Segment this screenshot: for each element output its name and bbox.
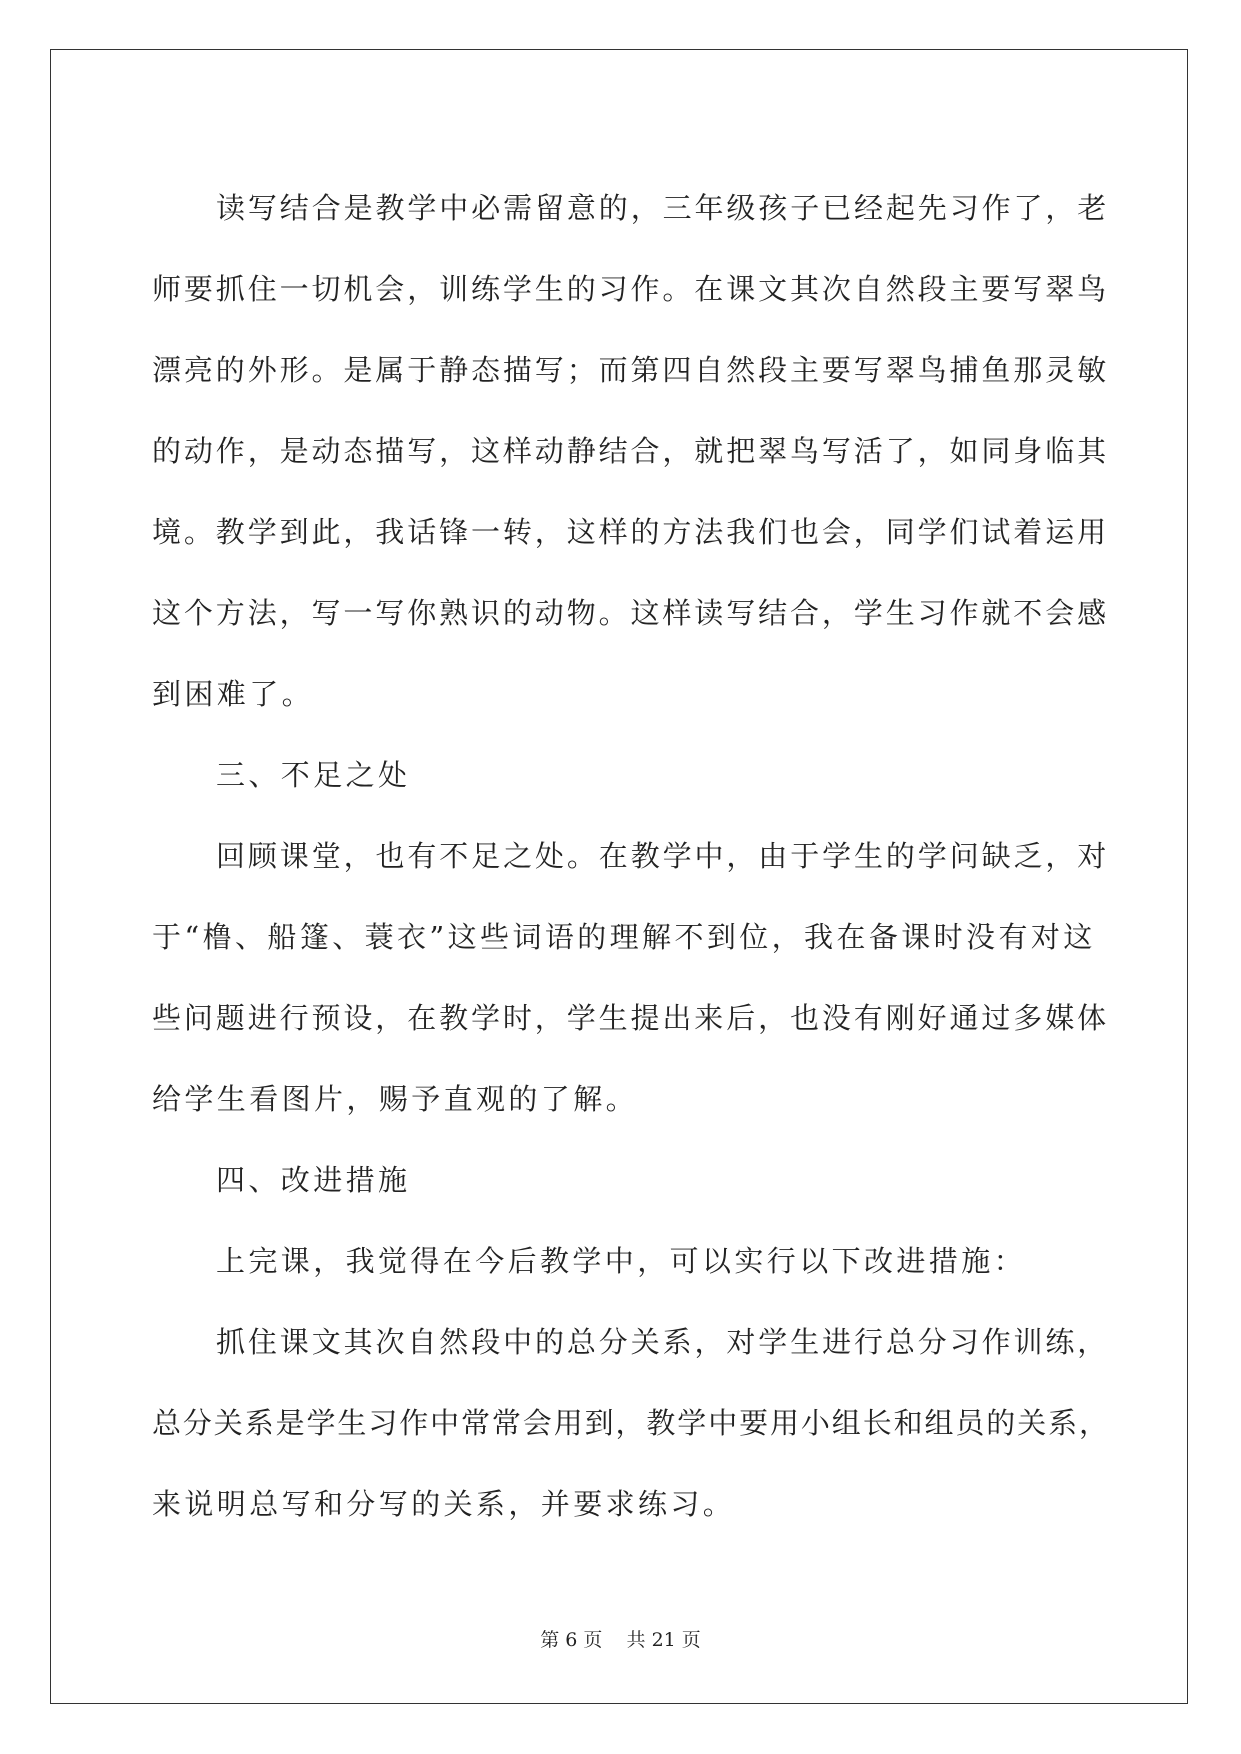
text-line: 境。教学到此，我话锋一转，这样的方法我们也会，同学们试着运用: [152, 515, 1110, 549]
text-line: 来说明总写和分写的关系，并要求练习。: [152, 1487, 736, 1521]
text-line: 些问题进行预设，在教学时，学生提出来后，也没有刚好通过多媒体: [152, 1001, 1110, 1035]
text-line: 到困难了。: [152, 677, 315, 711]
text-line: 总分关系是学生习作中常常会用到，教学中要用小组长和组员的关系，: [152, 1406, 1110, 1440]
text-line: 给学生看图片，赐予直观的了解。: [152, 1082, 639, 1116]
text-line: 的动作，是动态描写，这样动静结合，就把翠鸟写活了，如同身临其: [152, 434, 1110, 468]
text-line: 抓住课文其次自然段中的总分关系，对学生进行总分习作训练，: [216, 1325, 1110, 1359]
text-line: 三、不足之处: [216, 758, 411, 792]
text-line: 这个方法，写一写你熟识的动物。这样读写结合，学生习作就不会感: [152, 596, 1110, 630]
text-line: 上完课，我觉得在今后教学中，可以实行以下改进措施：: [216, 1244, 1027, 1278]
page-number-label: 第 6 页 共 21 页: [540, 1629, 701, 1651]
page-footer: [0, 1625, 1241, 1652]
text-line: 于“橹、船篷、蓑衣”这些词语的理解不到位，我在备课时没有对这: [152, 920, 1096, 954]
text-line: 漂亮的外形。是属于静态描写；而第四自然段主要写翠鸟捕鱼那灵敏: [152, 353, 1110, 387]
text-line: 师要抓住一切机会，训练学生的习作。在课文其次自然段主要写翠鸟: [152, 272, 1110, 306]
text-line: 读写结合是教学中必需留意的，三年级孩子已经起先习作了，老: [216, 191, 1110, 225]
text-line: 四、改进措施: [216, 1163, 411, 1197]
document-body: [152, 168, 1112, 1545]
text-line: 回顾课堂，也有不足之处。在教学中，由于学生的学问缺乏，对: [216, 839, 1110, 873]
